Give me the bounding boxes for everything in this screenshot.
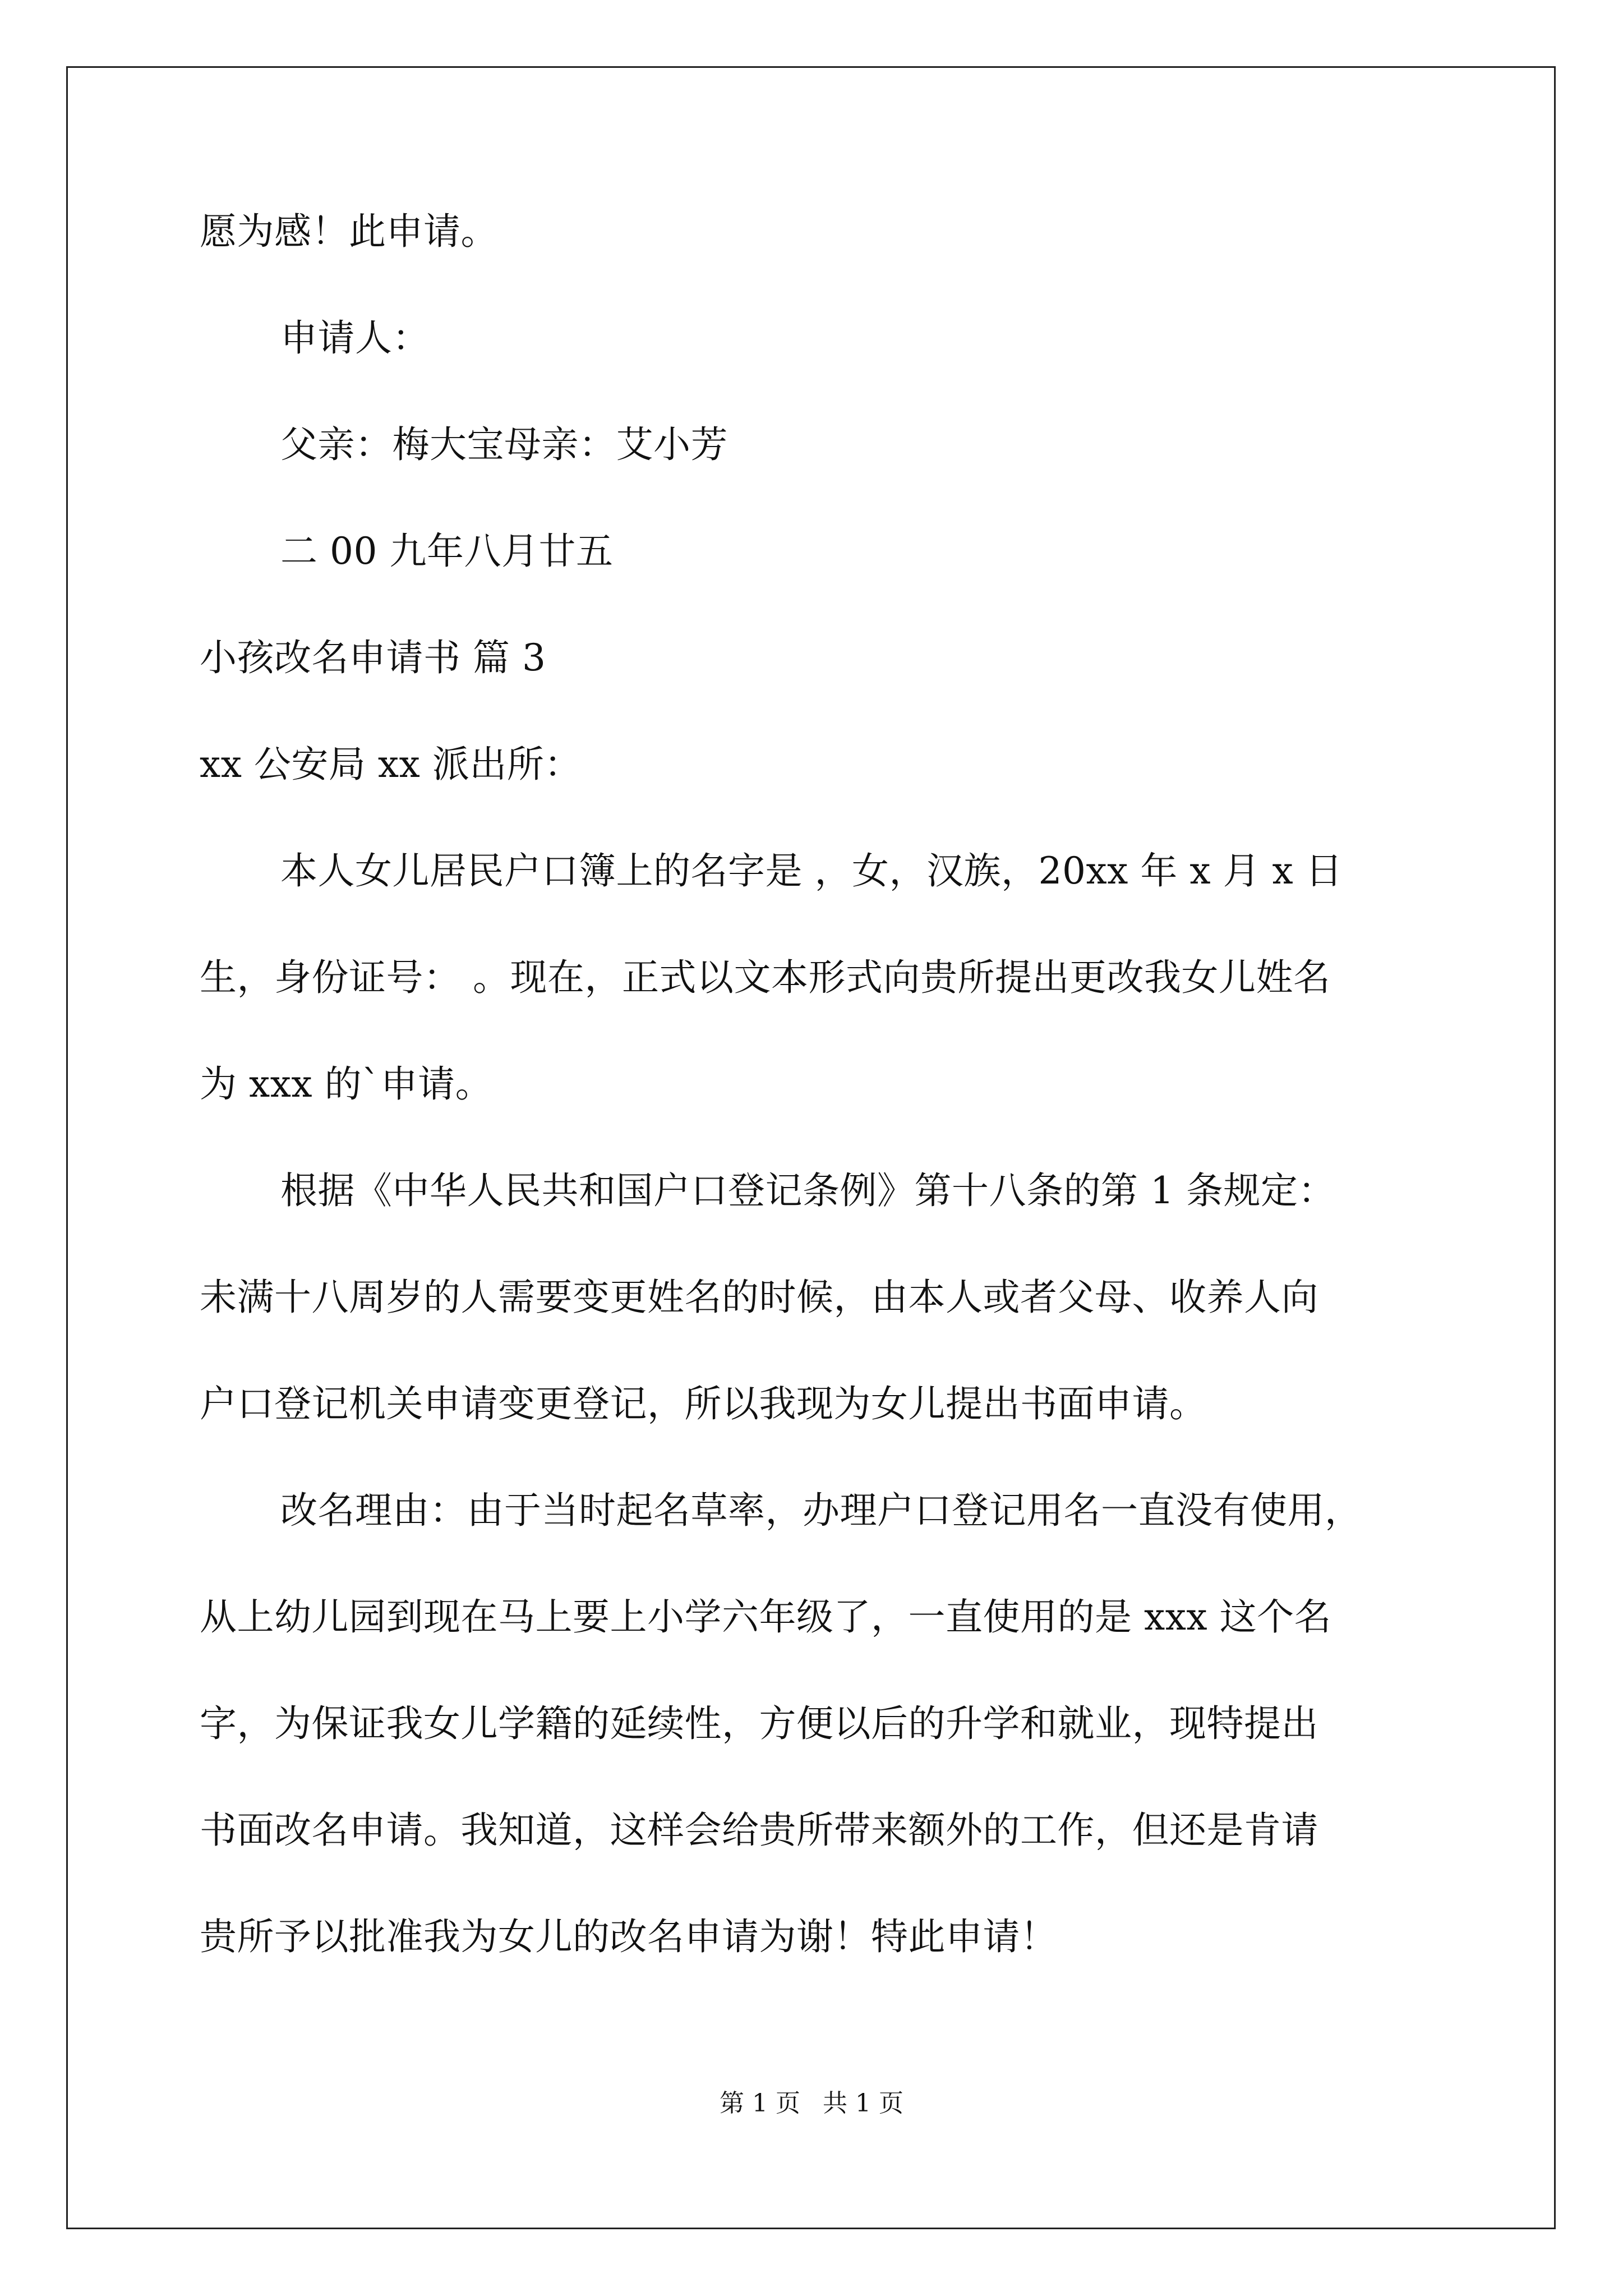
applicant-label: 申请人： [280, 316, 430, 360]
page-total: 共 1 页 [823, 2089, 903, 2118]
text-line: 未满十八周岁的人需要变更姓名的时候，由本人或者父母、收养人向 [200, 1276, 1318, 1319]
text-line: 本人女儿居民户口簿上的名字是 ，女，汉族，20xx 年 x 月 x 日 [280, 849, 1343, 892]
text-line: 从上幼儿园到现在马上要上小学六年级了，一直使用的是 xxx 这个名 [200, 1595, 1332, 1639]
text-line: 愿为感！此申请。 [200, 210, 498, 253]
text-line: 根据《中华人民共和国户口登记条例》第十八条的第 1 条规定： [280, 1169, 1335, 1212]
page-number: 第 1 页 [720, 2089, 800, 2118]
addressee-line: xx 公安局 xx 派出所： [200, 743, 582, 786]
text-line: 书面改名申请。我知道，这样会给贵所带来额外的工作，但还是肯请 [200, 1809, 1318, 1852]
text-line: 生，身份证号： 。现在，正式以文本形式向贵所提出更改我女儿姓名 [200, 956, 1331, 999]
text-line: 户口登记机关申请变更登记，所以我现为女儿提出书面申请。 [200, 1382, 1207, 1425]
section-heading: 小孩改名申请书 篇 3 [200, 636, 546, 679]
text-line: 为 xxx 的`申请。 [200, 1062, 493, 1106]
text-line: 改名理由：由于当时起名草率，办理户口登记用名一直没有使用， [280, 1489, 1362, 1532]
page-frame [66, 66, 1556, 2229]
parents-line: 父亲：梅大宝母亲：艾小芳 [280, 423, 728, 466]
page-footer [0, 2087, 1623, 2120]
text-line: 字，为保证我女儿学籍的延续性，方便以后的升学和就业，现特提出 [200, 1702, 1318, 1745]
date-line: 二 00 九年八月廿五 [280, 530, 614, 573]
text-line: 贵所予以批准我为女儿的改名申请为谢！特此申请！ [200, 1915, 1058, 1958]
